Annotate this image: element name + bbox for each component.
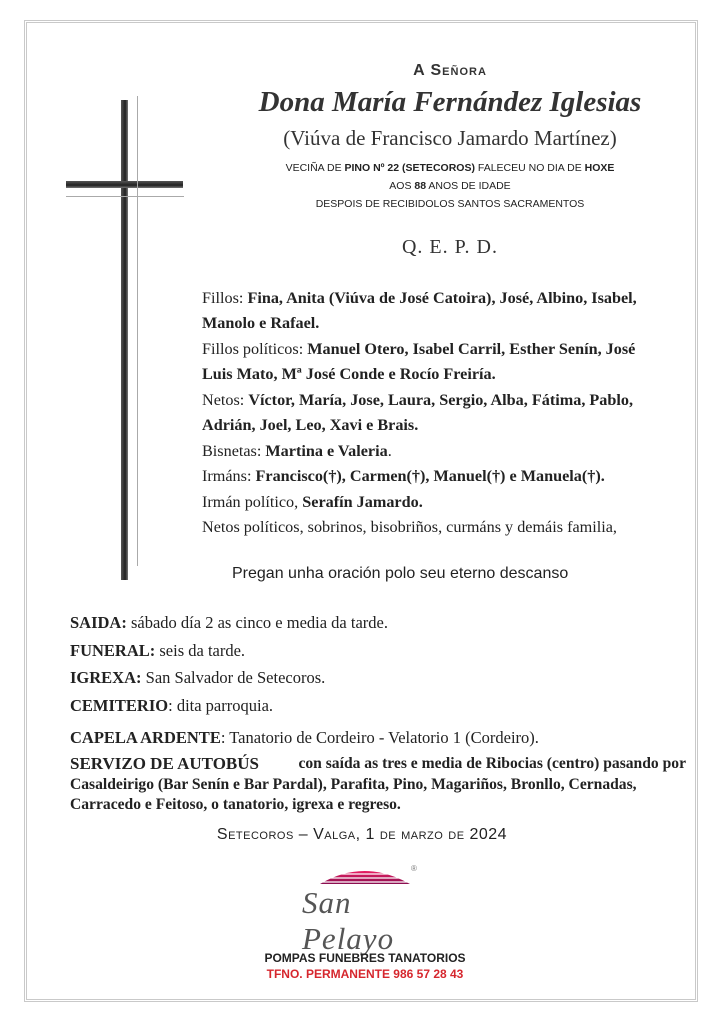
- bus-line-3: Carracedo e Feitoso, o tanatorio, igrexa e regreso.: [70, 796, 401, 813]
- info-line-residence: VECIÑA DE PINO Nº 22 (SETECOROS) FALECEU NO DIA DE HOXE: [285, 162, 615, 174]
- event-saida: SAIDA: sábado día 2 as cinco e media da tarde.: [70, 613, 388, 632]
- cross-shadow-horizontal: [66, 196, 184, 197]
- bus-service: [70, 754, 686, 816]
- bus-line-2: Casaldeirigo (Bar Senín e Bar Pardal), Parafita, Pino, Magariños, Bronllo, Cernadas,: [70, 775, 637, 793]
- family-children: Fillos: Fina, Anita (Viúva de José Catoira), José, Albino, Isabel,: [202, 289, 637, 307]
- family-others: Netos políticos, sobrinos, bisobriños, curmáns y demáis familia,: [202, 518, 617, 536]
- company-name: POMPAS FUNEBRES TANATORIOS: [264, 951, 466, 965]
- info-line-age: AOS 88 ANOS DE IDADE: [389, 180, 511, 192]
- prayer-request: Pregan unha oración polo seu eterno descanso: [232, 565, 569, 582]
- salutation: A Señora: [413, 62, 487, 79]
- info-line-sacraments: DESPOIS DE RECIBIDOLOS SANTOS SACRAMENTOS: [315, 198, 585, 210]
- family-in-laws: Fillos políticos: Manuel Otero, Isabel Carril, Esther Senín, José: [202, 340, 636, 358]
- company-phone: TFNO. PERMANENTE 986 57 28 43: [266, 967, 464, 981]
- widow-of: (Viúva de Francisco Jamardo Martínez): [283, 126, 617, 150]
- family-great-grandchildren: Bisnetas: Martina e Valeria.: [202, 442, 392, 460]
- bus-label: SERVIZO DE AUTOBÚS: [70, 754, 259, 773]
- family-grandchildren: Netos: Víctor, María, Jose, Laura, Sergio, Alba, Fátima, Pablo,: [202, 391, 634, 409]
- family-grandchildren-cont: Adrián, Joel, Leo, Xavi e Brais.: [202, 416, 419, 434]
- family-in-laws-cont: Luis Mato, Mª José Conde e Rocío Freiría.: [202, 365, 496, 383]
- family-siblings: Irmáns: Francisco(†), Carmen(†), Manuel(†) e Manuela(†).: [202, 467, 605, 485]
- family-children-cont: Manolo e Rafael.: [202, 314, 320, 332]
- cross-shadow-vertical: [137, 96, 138, 566]
- logo-text: San Pelayo: [302, 885, 395, 956]
- qepd: Q. E. P. D.: [401, 236, 498, 258]
- family-brother-in-law: Irmán político, Serafín Jamardo.: [202, 493, 423, 511]
- cross-icon: [121, 100, 128, 580]
- event-cemiterio: CEMITERIO: dita parroquia.: [70, 696, 274, 715]
- event-funeral: FUNERAL: seis da tarde.: [70, 641, 246, 660]
- bus-line-1: con saída as tres e media de Ribocias (centro) pasando por: [298, 755, 686, 772]
- place-date: Setecoros – Valga, 1 de marzo de 2024: [216, 826, 508, 843]
- deceased-name: Dona María Fernández Iglesias: [258, 86, 642, 118]
- event-capela: CAPELA ARDENTE: Tanatorio de Cordeiro - Velatorio 1 (Cordeiro).: [70, 728, 539, 747]
- cross-bar: [66, 181, 183, 188]
- registered-mark: ®: [411, 864, 417, 873]
- event-igrexa: IGREXA: San Salvador de Setecoros.: [70, 668, 326, 687]
